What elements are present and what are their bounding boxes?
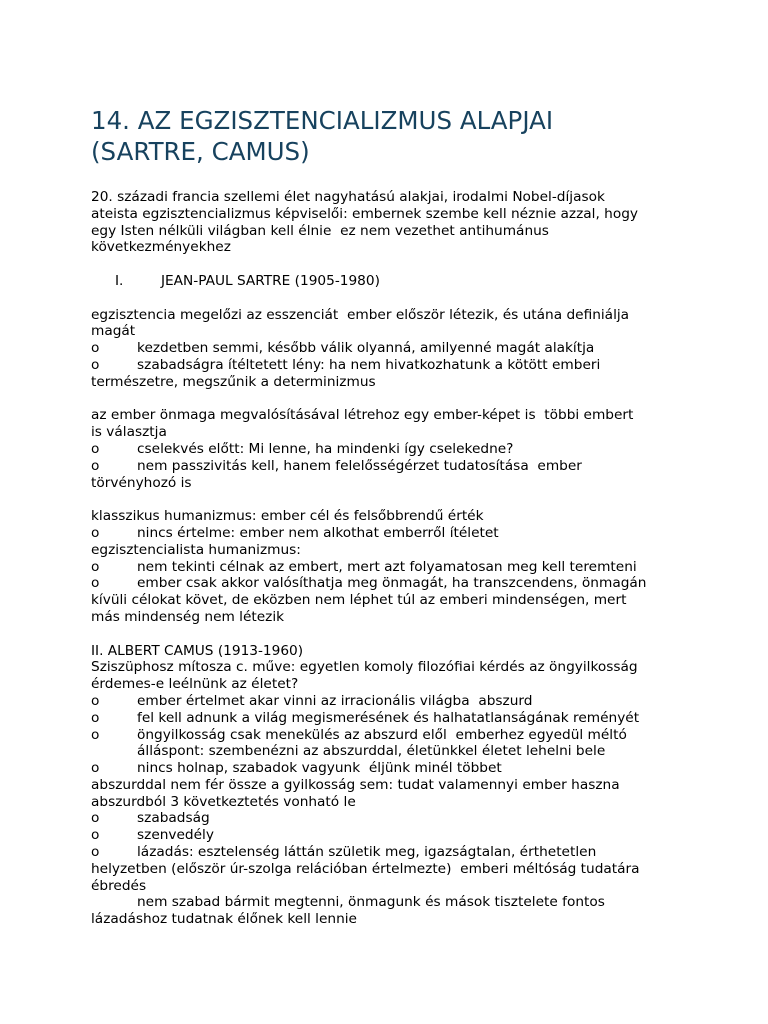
paragraph-humanism [91,508,691,626]
section-heading-camus: II. ALBERT CAMUS (1913-1960) [91,642,304,659]
bullet-marker: o [91,726,100,743]
document-title [91,105,711,167]
list-item [91,810,691,827]
bullet-marker: o [91,457,100,474]
bullet-text: álláspont: szembenézni az abszurddal, életünkkel életet lehelni bele [137,743,606,760]
paragraph-image-of-man [91,407,691,491]
bullet-marker: o [91,558,100,575]
bullet-marker: o [91,356,100,373]
bullet-marker: o [91,575,100,592]
list-item [91,727,691,744]
paragraph-existence [91,307,691,391]
bullet-text: öngyilkosság csak menekülés az abszurd elől emberhez egyedül méltó [137,726,627,743]
text-line: Sziszüphosz mítosza c. műve: egyetlen komoly filozófiai kérdés az öngyilkosság [91,659,642,676]
text-line: más mindenség nem létezik [91,608,285,625]
text-line: természetre, megszűnik a determinizmus [91,373,376,390]
text-line: is választja [91,424,167,441]
text-line: az ember önmaga megvalósításával létrehoz egy ember-képet is többi embert [91,407,634,424]
list-item [91,458,691,475]
text-line: lázadáshoz tudatnak élőnek kell lennie [91,911,357,928]
text-line: egzisztencia megelőzi az esszenciát ember először létezik, és utána definiálja [91,306,630,323]
text-line: egy Isten nélküli világban kell élnie ez nem vezethet antihumánus [91,222,549,239]
title-line: 14. AZ EGZISZTENCIALIZMUS ALAPJAI [91,106,554,135]
bullet-text: nem szabad bármit megtenni, önmagunk és mások tisztelete fontos [137,894,610,911]
list-item [91,827,691,844]
list-item [91,894,691,911]
text-line: kívüli célokat követ, de eközben nem léphet túl az emberi mindenségen, mert [91,592,627,609]
bullet-marker: o [91,760,100,777]
bullet-text: fel kell adnunk a világ megismerésének és halhatatlanságának reményét [137,709,640,726]
list-item [91,693,691,710]
text-line: klasszikus humanizmus: ember cél és felsőbbrendű érték [91,508,484,525]
bullet-text: lázadás: esztelenség láttán születik meg, igazságtalan, érthetetlen [137,844,597,861]
title-line: (SARTRE, CAMUS) [91,137,310,166]
bullet-marker: o [91,524,100,541]
list-item [91,710,691,727]
bullet-marker: o [91,827,100,844]
text-line: törvényhozó is [91,474,192,491]
bullet-marker: o [91,440,100,457]
bullet-text: szabadság [137,810,210,827]
bullet-text: nincs holnap, szabadok vagyunk éljünk minél többet [137,760,502,777]
section-camus [91,643,691,929]
bullet-text: szabadságra ítéltetett lény: ha nem hivatkozhatunk a kötött emberi [137,356,601,373]
list-item [91,357,691,374]
bullet-text: ember csak akkor valósíthatja meg önmagát, ha transzcendens, önmagán [137,575,647,592]
bullet-marker: o [91,692,100,709]
list-item [91,525,691,542]
list-item [91,743,691,760]
bullet-marker: o [91,810,100,827]
intro-paragraph [91,189,691,256]
bullet-marker: o [91,709,100,726]
section-number: I. [115,272,124,289]
text-line: abszurdból 3 következtetés vonható le [91,793,356,810]
list-item [91,441,691,458]
section-heading-text: JEAN-PAUL SARTRE (1905-1980) [161,272,380,289]
document-body [91,189,691,928]
text-line: abszurddal nem fér össze a gyilkosság sem: tudat valamennyi ember haszna [91,776,620,793]
text-line: érdemes-e leélnünk az életet? [91,676,299,693]
text-line: magát [91,323,136,340]
list-item [91,760,691,777]
bullet-text: nem passzivitás kell, hanem felelősségérzet tudatosítása ember [137,457,582,474]
list-item [91,340,691,357]
list-item [91,844,691,861]
text-line: egzisztencialista humanizmus: [91,541,301,558]
list-item [91,559,691,576]
text-line: 20. századi francia szellemi élet nagyhatású alakjai, irodalmi Nobel-díjasok [91,189,605,205]
section-heading-sartre [91,273,691,290]
text-line: helyzetben (először úr-szolga relációban értelmezte) emberi méltóság tudatára [91,860,640,877]
bullet-text: szenvedély [137,827,214,844]
bullet-marker: o [91,340,100,357]
bullet-text: kezdetben semmi, később válik olyanná, amilyenné magát alakítja [137,340,595,357]
bullet-text: cselekvés előtt: Mi lenne, ha mindenki így cselekedne? [137,440,514,457]
bullet-text: nem tekinti célnak az embert, mert azt folyamatosan meg kell teremteni [137,558,637,575]
text-line: ébredés [91,877,147,894]
text-line: következményekhez [91,239,231,256]
bullet-text: nincs értelme: ember nem alkothat emberről ítéletet [137,524,499,541]
bullet-marker: o [91,844,100,861]
list-item [91,575,691,592]
text-line: ateista egzisztencializmus képviselői: embernek szembe kell néznie azzal, hogy [91,205,639,222]
bullet-text: ember értelmet akar vinni az irracionális világba abszurd [137,692,533,709]
